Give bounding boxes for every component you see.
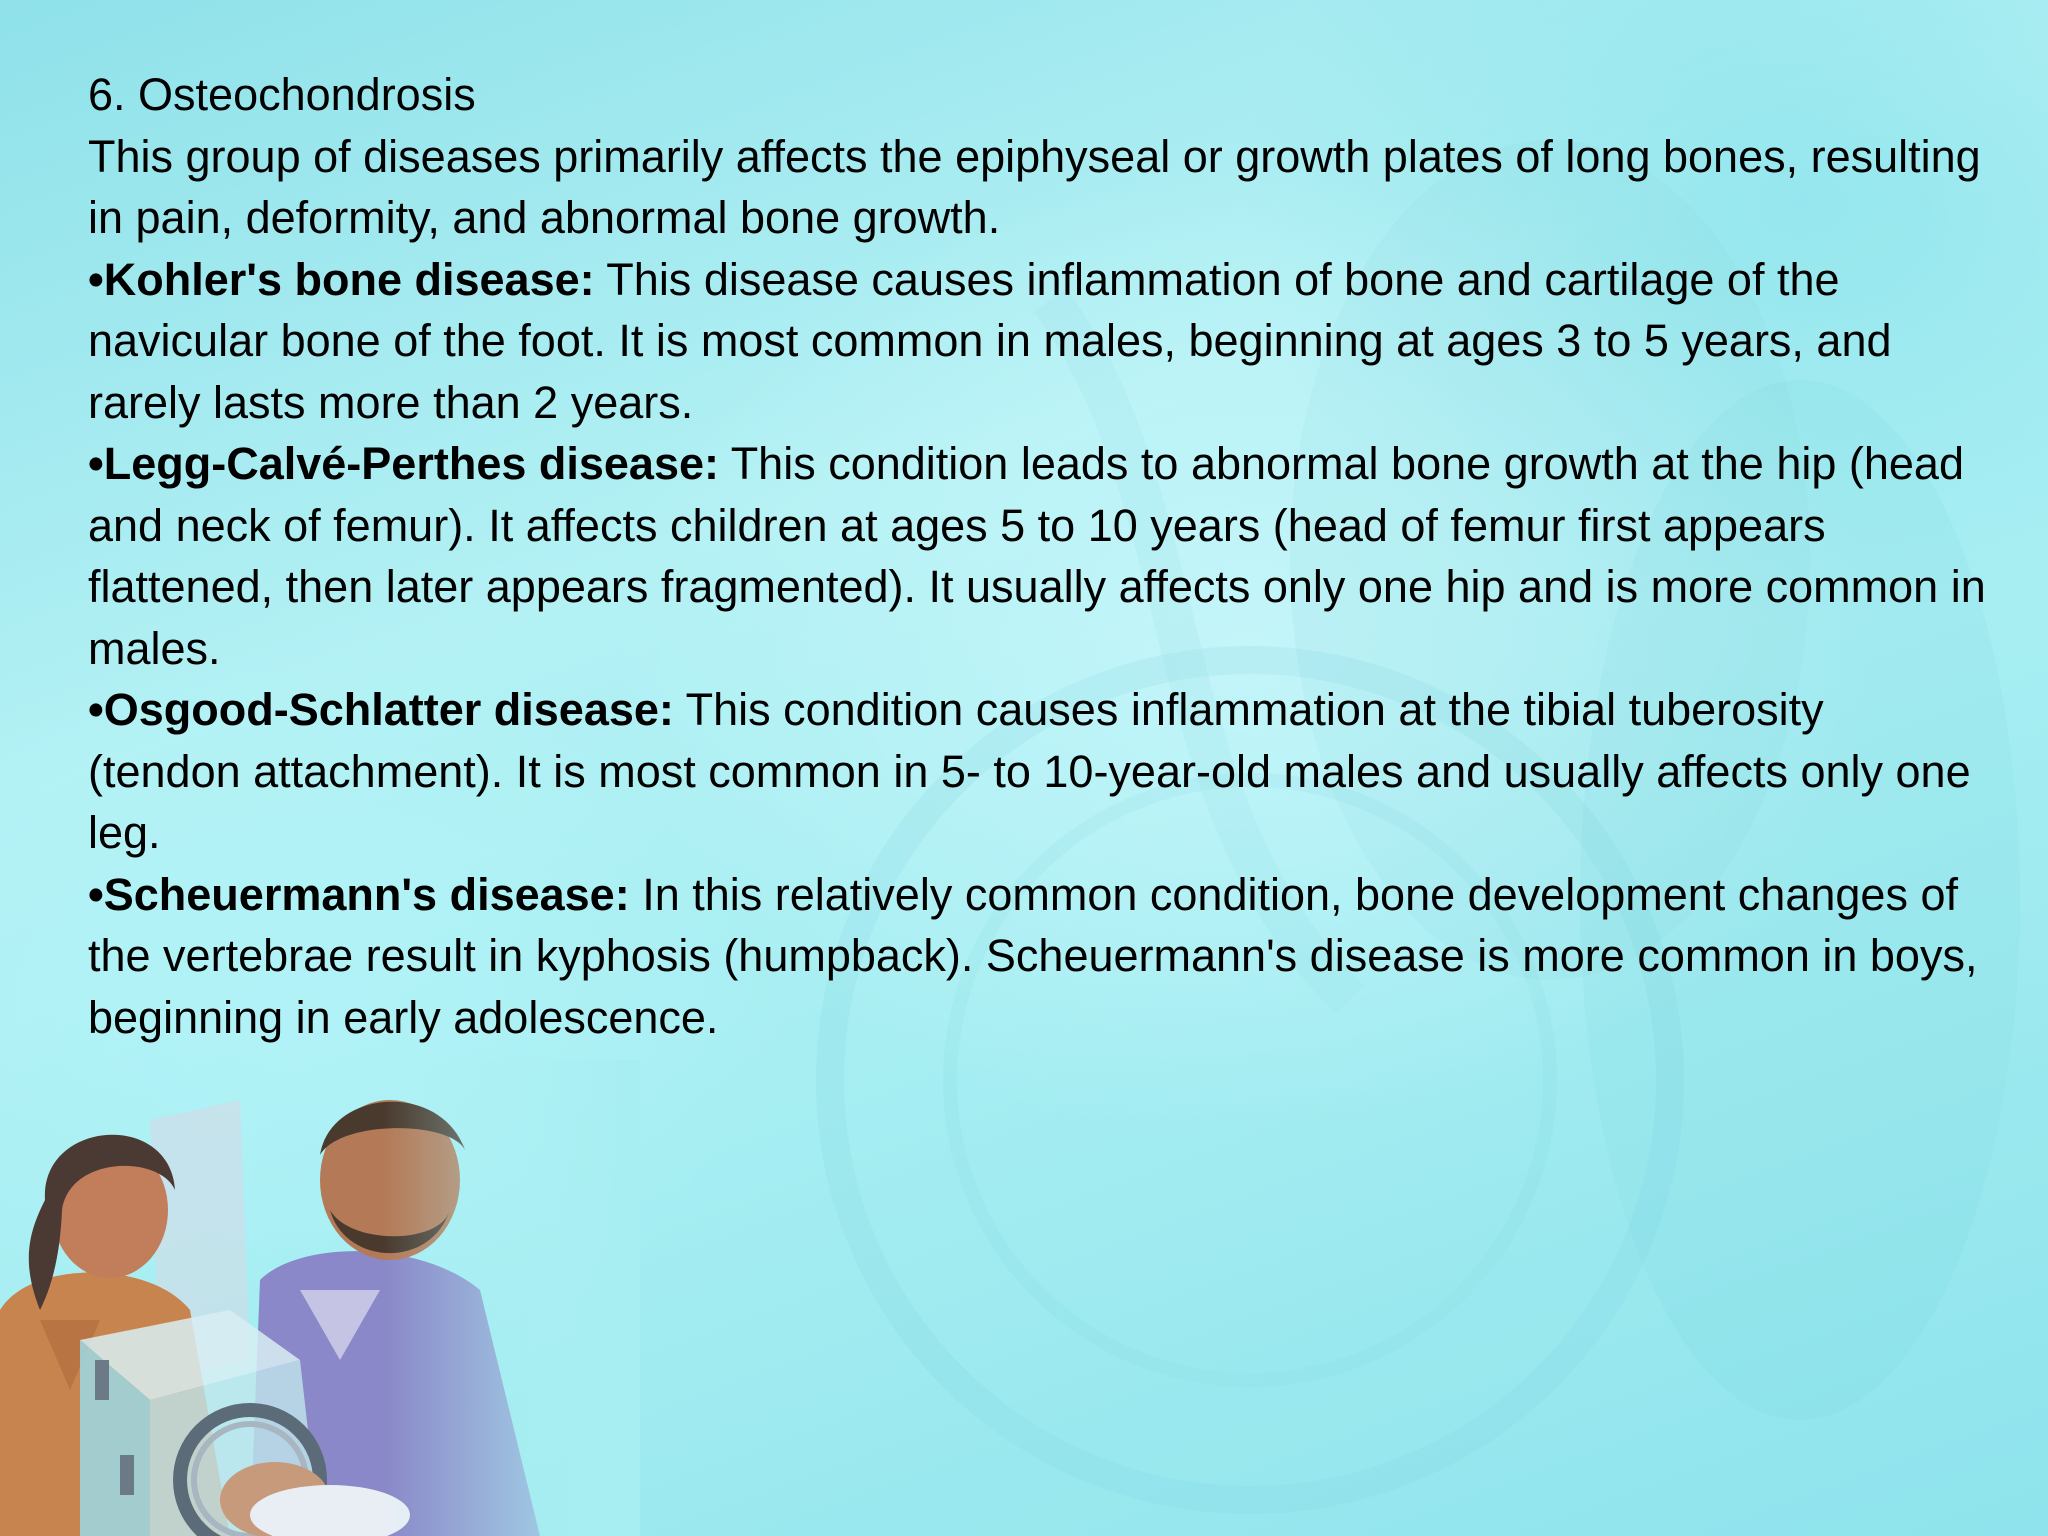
slide-text xyxy=(88,64,1988,1048)
bullet-text: This condition leads to abnormal bone growth at the hip (head and neck of femur). It affects children at ages 5 to 10 years (head of femur first appears flattened, then later appears fragmented). It usually affects only one hip and is more common in males. xyxy=(88,438,1986,674)
bullet-term: •Osgood-Schlatter disease: xyxy=(88,684,674,735)
bullet-text: In this relatively common condition, bone development changes of the vertebrae result in kyphosis (humpback). Scheuermann's disease is more common in boys, beginning in early adolescence. xyxy=(88,868,1978,1043)
bullet-kohler xyxy=(88,249,1988,434)
bullet-text: This disease causes inflammation of bone and cartilage of the navicular bone of the foot. It is most common in males, beginning at ages 3 to 5 years, and rarely lasts more than 2 years. xyxy=(88,253,1892,428)
bullet-legg-calve-perthes xyxy=(88,433,1988,679)
bullet-osgood-schlatter xyxy=(88,679,1988,864)
parents-with-baby-incubator-clipart-icon xyxy=(0,1060,640,1536)
bullet-term: •Scheuermann's disease: xyxy=(88,868,630,920)
slide-heading: 6. Osteochondrosis xyxy=(88,69,476,120)
intro-paragraph: This group of diseases primarily affects the epiphyseal or growth plates of long bones, resulting in pain, deformity, and abnormal bone growth. xyxy=(88,130,1981,243)
bullet-scheuermann xyxy=(88,864,1988,1049)
bullet-term: •Legg-Calvé-Perthes disease: xyxy=(88,438,719,489)
bullet-text: This condition causes inflammation at the tibial tuberosity (tendon attachment). It is most common in 5- to 10-year-old males and usually affects only one leg. xyxy=(88,684,1971,858)
bullet-term: •Kohler's bone disease: xyxy=(88,253,595,305)
